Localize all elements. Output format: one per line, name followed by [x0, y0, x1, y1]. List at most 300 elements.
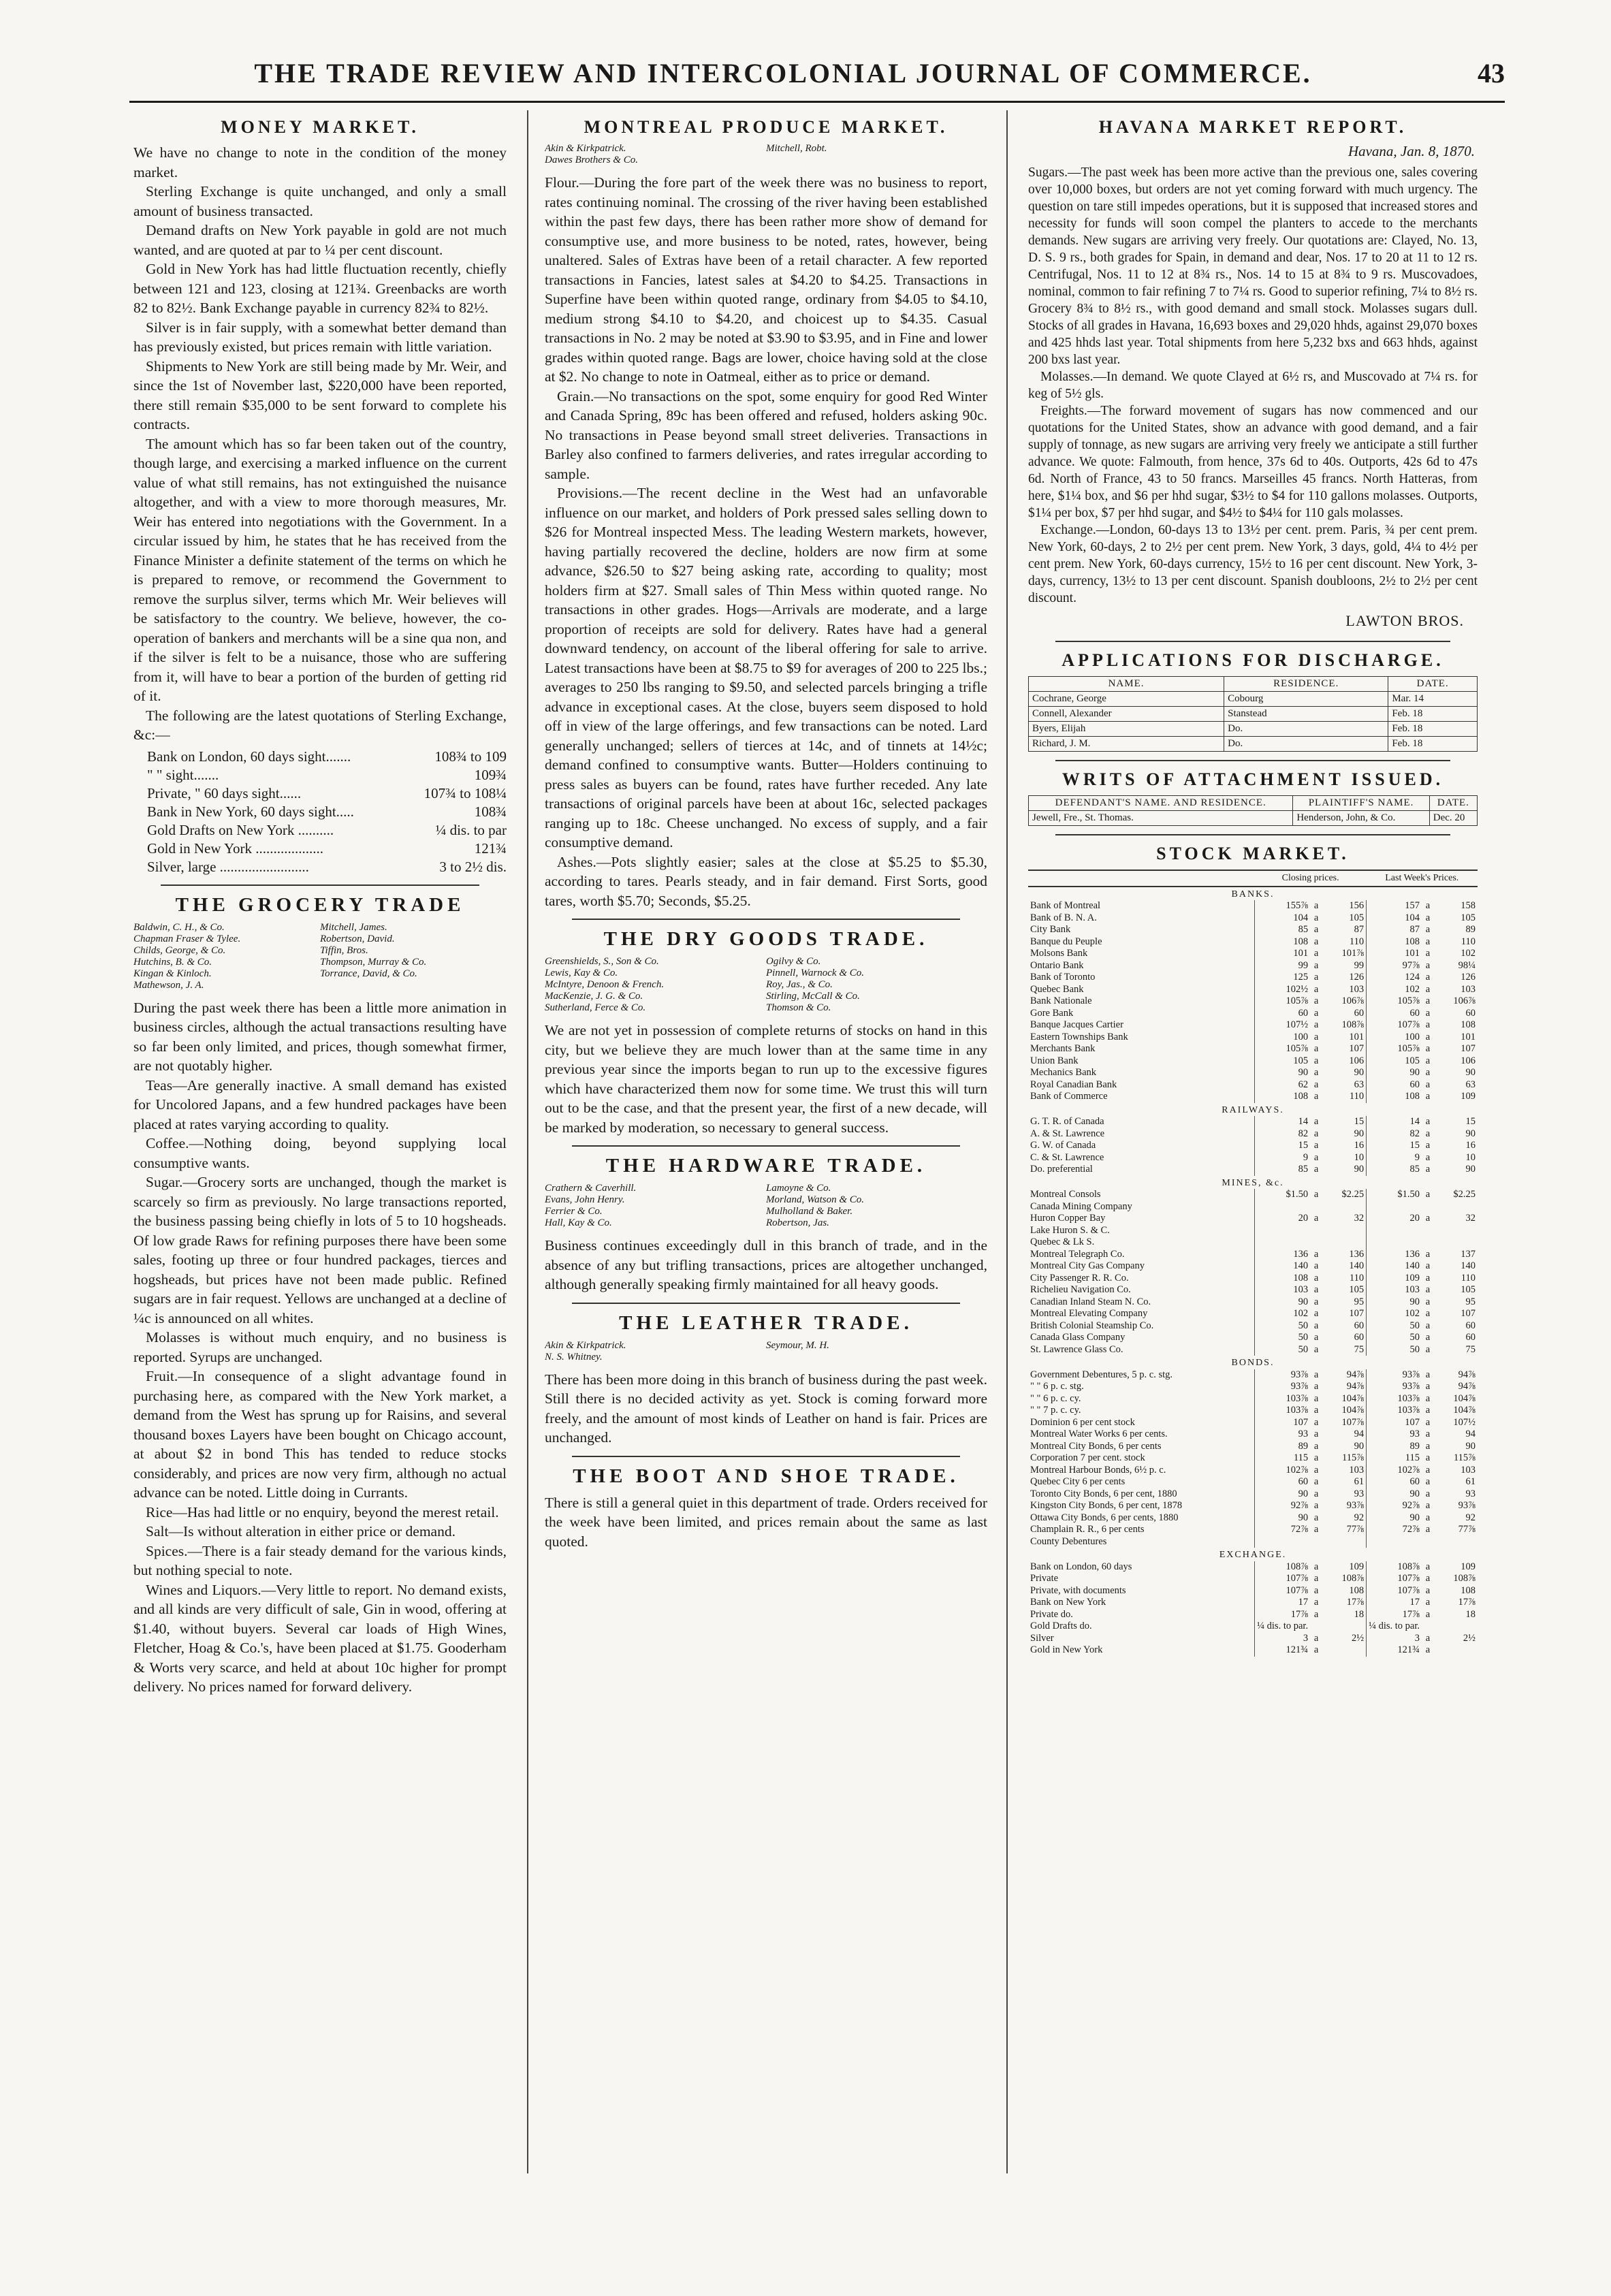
table-row [1028, 972, 1478, 984]
price-cell: 98¼ [1458, 959, 1476, 971]
table-row [1028, 1201, 1478, 1213]
table-row [1028, 1609, 1478, 1621]
price-cell: a [1313, 1091, 1319, 1102]
price-cell [1367, 1201, 1422, 1213]
stock-name: Mechanics Bank [1028, 1067, 1255, 1079]
paragraph: Ashes.—Pots slightly easier; sales at the close at $5.25 to $5.30, according to tares. Pearls steady, and in fair demand. First Sorts, good tares, worth $5.70; Seconds, $5.25. [545, 853, 987, 909]
price-cell: 107 [1461, 1308, 1476, 1319]
price-cell: 18 [1322, 1609, 1367, 1621]
member-name: Baldwin, C. H., & Co. [133, 921, 225, 933]
price-cell: 136 [1293, 1248, 1309, 1260]
price-cell: 102½ [1286, 983, 1309, 995]
table-row [1028, 1164, 1478, 1176]
member-name: Greenshields, S., Son & Co. [545, 956, 659, 967]
price-cell: 101 [1405, 948, 1420, 959]
paragraph: We are not yet in possession of complete returns of stocks on hand in this city, but we believe they are much lower than at the same time in any previous year since the imports began to run up to the excessive figures which have characterized them now for some time. We trust this will turn out to be the case, and that the present year, the first of a new decade, will be marked by moderation, so necessary to general success. [545, 1022, 987, 1136]
price-cell: 90 [1298, 1488, 1309, 1499]
table-row [1028, 1225, 1478, 1237]
price-cell [1322, 1201, 1367, 1213]
stock-name: Montreal Consols [1028, 1189, 1255, 1201]
price-cell: 107⅞ [1397, 1584, 1420, 1596]
table-row [1028, 1381, 1478, 1393]
table-row [1028, 1332, 1478, 1344]
stock-name: City Bank [1028, 924, 1255, 936]
price-cell: 94 [1322, 1429, 1367, 1441]
table-row [1028, 1308, 1478, 1320]
table-row [1028, 1476, 1478, 1488]
stock-name: Montreal Telegraph Co. [1028, 1249, 1255, 1261]
price-cell: a [1313, 1140, 1319, 1151]
stock-name: " " 7 p. c. cy. [1028, 1405, 1255, 1417]
price-cell: 90 [1409, 1296, 1420, 1307]
price-cell: 108 [1293, 936, 1309, 947]
price-cell: a [1425, 1116, 1431, 1127]
writs-table [1028, 795, 1478, 826]
price-cell: 103 [1405, 1284, 1420, 1295]
price-cell: 16 [1465, 1140, 1476, 1151]
table-row [1029, 811, 1478, 826]
price-cell [1255, 1201, 1310, 1213]
price-cell [1434, 1536, 1478, 1548]
price-cell: a [1313, 1608, 1319, 1620]
paragraph: Fruit.—In consequence of a slight advantage found in purchasing here, as compared with the New York market, a demand from the West has sprung up for Raisins, and several thousand boxes Layers have been bought on Chicago account, at about $2 in bond This has tended to reduce stocks considerably, and prices are now very firm, although no actual advance can be noted. Little doing in Currants. [133, 1368, 507, 1501]
price-cell: 110 [1322, 936, 1367, 948]
price-cell: 93 [1298, 1429, 1309, 1439]
price-cell: 90 [1409, 1512, 1420, 1523]
price-cell: 158 [1461, 900, 1476, 911]
quote-row: Private, " 60 days sight...... 107¾ to 108¼ [147, 784, 507, 801]
havana-title: HAVANA MARKET REPORT. [1098, 117, 1407, 137]
price-cell: 108 [1461, 1019, 1476, 1030]
price-cell: a [1425, 1392, 1431, 1404]
table-row [1028, 1296, 1478, 1309]
price-cell: 109 [1322, 1561, 1367, 1574]
price-cell: 124 [1405, 972, 1420, 983]
quote-row: Silver, large ......................... 3 to 2½ dis. [147, 858, 507, 875]
member-name: Torrance, David, & Co. [320, 968, 417, 979]
price-cell: 93 [1465, 1488, 1476, 1499]
stock-table [1028, 870, 1478, 1657]
paragraph: Flour.—During the fore part of the week there was no business to report, rates continuing nominal. The crossing of the river having been established within the past few days, there has been rather more show of demand for consumptive use, and more business to be noted, rates, however, being unaltered. Sales of Extras have been of a retail character. A few reported transactions in Fancies, latest sales at $4.20 to $4.25. Transactions in Superfine have been within quoted range, ordinary from $4.05 to $4.10, medium strong $4.10 to $4.20, and choicest up to $4.35. Casual transactions in No. 2 may be noted at $3.90 to $3.95, and in Fine and lower grades within quoted range. Bags are lower, choice having sold at the close at $2. No change to note in Oatmeal, either as to price or demand. [545, 174, 987, 385]
price-cell: 77⅞ [1458, 1524, 1476, 1535]
price-cell: 10 [1322, 1152, 1367, 1164]
price-cell [1310, 1237, 1322, 1249]
money-market-title: MONEY MARKET. [221, 117, 419, 137]
price-cell: 17⅞ [1290, 1608, 1309, 1620]
price-cell: 136 [1405, 1248, 1420, 1260]
price-cell: ¼ dis. to par. [1257, 1621, 1309, 1631]
stock-name: Gold Drafts do. [1028, 1621, 1255, 1633]
paragraph: The following are the latest quotations of Sterling Exchange, &c:— [133, 707, 507, 743]
price-cell: 50 [1409, 1332, 1420, 1343]
stock-market-title: STOCK MARKET. [1156, 844, 1350, 863]
table-row [1028, 1429, 1478, 1441]
price-cell: 50 [1298, 1320, 1309, 1331]
paragraph: Shipments to New York are still being made by Mr. Weir, and since the 1st of November last, $220,000 have been reported, there still remain $35,000 to be sent forward to complete his contracts. [133, 357, 507, 432]
price-cell: 17 [1298, 1597, 1309, 1608]
table-row [1028, 924, 1478, 936]
price-cell [1434, 1201, 1478, 1213]
price-cell: 104⅞ [1453, 1392, 1476, 1404]
price-cell: 90 [1298, 1296, 1309, 1307]
member-name: Evans, John Henry. [545, 1194, 625, 1205]
price-cell: 115 [1293, 1452, 1309, 1463]
column-header: Closing prices. [1255, 870, 1367, 887]
price-cell: 60 [1409, 1476, 1420, 1487]
column-header: DEFENDANT'S NAME. AND RESIDENCE. [1029, 796, 1293, 811]
price-cell: $1.50 [1397, 1189, 1420, 1200]
price-cell: 157 [1405, 900, 1420, 911]
table-row [1028, 1079, 1478, 1091]
price-cell: a [1313, 948, 1319, 959]
sterling-quotes [133, 748, 507, 876]
price-cell: 108 [1405, 936, 1420, 947]
price-cell: 115⅞ [1453, 1452, 1476, 1463]
member-name: Mulholland & Baker. [766, 1206, 853, 1217]
member-name: Kingan & Kinloch. [133, 968, 212, 979]
price-cell [1434, 1225, 1478, 1237]
price-cell: 60 [1298, 1007, 1309, 1019]
table-row [1028, 1091, 1478, 1103]
stock-name: " " 6 p. c. stg. [1028, 1381, 1255, 1393]
leather-members [545, 1340, 987, 1363]
price-cell: a [1313, 959, 1319, 971]
price-cell: a [1425, 900, 1431, 911]
table-row [1028, 1260, 1478, 1273]
hardware-members [545, 1183, 987, 1229]
price-cell [1422, 1225, 1434, 1237]
signature: LAWTON BROS. [1345, 612, 1464, 629]
quote-row: Bank in New York, 60 days sight..... 108¾ [147, 803, 507, 820]
column-divider [527, 110, 528, 2173]
price-cell: a [1425, 1343, 1431, 1355]
price-cell: 63 [1322, 1079, 1367, 1091]
price-cell: 94⅞ [1322, 1369, 1367, 1382]
price-cell: 105 [1322, 912, 1367, 925]
stock-name: Bank on New York [1028, 1597, 1255, 1609]
price-cell: 108⅞ [1322, 1019, 1367, 1032]
column-header: Last Week's Prices. [1367, 870, 1478, 887]
paragraph: Spices.—There is a fair steady demand for the various kinds, but nothing special to note. [133, 1542, 507, 1578]
stock-name: Bank of Commerce [1028, 1091, 1255, 1103]
price-cell: a [1313, 1584, 1319, 1596]
price-cell: 90 [1298, 1067, 1309, 1078]
paragraph: Molasses is without much enquiry, and no business is reported. Syrups are unchanged. [133, 1329, 507, 1365]
price-cell: 125 [1293, 972, 1309, 983]
price-cell: 107 [1461, 1043, 1476, 1054]
member-name: Crathern & Caverhill. [545, 1183, 637, 1194]
price-cell: a [1425, 995, 1431, 1006]
stock-name: Banque du Peuple [1028, 936, 1255, 948]
table-row [1028, 1488, 1478, 1501]
price-cell: a [1425, 1091, 1431, 1102]
stock-name: G. T. R. of Canada [1028, 1116, 1255, 1128]
stock-name: Quebec City 6 per cents [1028, 1476, 1255, 1488]
discharge-title: APPLICATIONS FOR DISCHARGE. [1062, 650, 1444, 670]
stock-group-heading [1028, 1356, 1478, 1369]
price-cell: 136 [1322, 1249, 1367, 1261]
price-cell [1310, 1225, 1322, 1237]
stock-name: Kingston City Bonds, 6 per cent, 1878 [1028, 1500, 1255, 1512]
stock-name: " " 6 p. c. cy. [1028, 1393, 1255, 1405]
member-name: Mitchell, James. [320, 921, 387, 933]
price-cell: a [1425, 1320, 1431, 1331]
price-cell: 16 [1322, 1140, 1367, 1152]
member-name: Lewis, Kay & Co. [545, 968, 618, 978]
price-cell: 90 [1409, 1488, 1420, 1499]
price-cell [1367, 1225, 1422, 1237]
price-cell: 97⅞ [1402, 959, 1420, 971]
price-cell: a [1313, 1488, 1319, 1499]
price-cell: 140 [1322, 1260, 1367, 1273]
price-cell: 94⅞ [1458, 1369, 1476, 1380]
price-cell: a [1313, 1392, 1319, 1404]
price-cell [1255, 1536, 1310, 1548]
table-row [1028, 960, 1478, 972]
price-cell: a [1313, 983, 1319, 995]
price-cell: 75 [1322, 1344, 1367, 1356]
stock-name: Champlain R. R., 6 per cents [1028, 1524, 1255, 1536]
table-row [1029, 722, 1478, 737]
paragraph: Business continues exceedingly dull in this branch of trade, and in the absence of any but trifling transactions, prices are altogether unchanged, although generally speaking firmly maintained for all heavy goods. [545, 1237, 987, 1292]
paragraph: Coffee.—Nothing doing, beyond supplying local consumptive wants. [133, 1135, 507, 1171]
member-name: Mitchell, Robt. [766, 143, 827, 154]
price-cell: 107⅞ [1286, 1573, 1309, 1584]
price-cell: a [1425, 948, 1431, 959]
stock-name: Union Bank [1028, 1055, 1255, 1068]
table-row [1028, 1055, 1478, 1068]
price-cell: 90 [1465, 1164, 1476, 1175]
price-cell: a [1425, 1248, 1431, 1260]
price-cell: 106 [1322, 1055, 1367, 1068]
header-rule [129, 101, 1505, 103]
table-row [1028, 1032, 1478, 1044]
price-cell: a [1313, 1260, 1319, 1271]
hardware-title: THE HARDWARE TRADE. [605, 1155, 927, 1177]
price-cell: a [1313, 1464, 1319, 1476]
table-row [1028, 1043, 1478, 1055]
price-cell: 90 [1409, 1067, 1420, 1078]
table-row [1028, 1644, 1478, 1657]
quote-row: Gold in New York ................... 121¾ [147, 840, 507, 857]
member-name: MacKenzie, J. G. & Co. [545, 991, 643, 1002]
paragraph: We have no change to note in the condition of the money market. [133, 144, 507, 180]
price-cell: 110 [1461, 1272, 1476, 1283]
stock-name: Silver [1028, 1633, 1255, 1645]
price-cell: 93⅞ [1322, 1500, 1367, 1512]
price-cell: 10 [1465, 1151, 1476, 1163]
column-header: NAME. [1029, 677, 1224, 692]
stock-group-heading [1028, 1176, 1478, 1190]
table-row [1028, 1573, 1478, 1585]
price-cell: 87 [1409, 924, 1420, 935]
paragraph: Sugars.—The past week has been more active than the previous one, sales covering over 10,000 boxes, but orders are not yet coming forward with much urgency. The question on tare still impedes operations, but it is supposed that increased stores and necessity for funds will soon compel the planters to accede to the merchants demands. New sugars are arriving very freely. Our quotations are: Clayed, No. 13, D. S. 9 rs., both grades for Spain, in demand and dear, Nos. 17 to 20 at 11 to 12 rs. Centrifugal, Nos. 11 to 12 at 8¾ rs., Nos. 14 to 15 at 8¾ to 9 rs. Muscovadoes, nominal, common to fair refining 7 to 7¼ rs. Good to superior refining, 7¼ to 8½ rs. Grocery 8¾ to 8½ rs., with good demand and small stock. Molasses sugars dull. Stocks of all grades in Havana, 16,693 boxes and 29,020 hhds, against 29,070 boxes and 425 hhds last year. Total shipments from here 5,232 bxs and 663 hhds, against 200 bxs last year. [1028, 165, 1478, 367]
price-cell: a [1313, 1128, 1319, 1139]
table-row [1028, 1452, 1478, 1465]
price-cell [1422, 1621, 1434, 1633]
price-cell: a [1425, 1043, 1431, 1054]
price-cell: 103⅞ [1286, 1405, 1309, 1416]
cell: Stanstead [1224, 707, 1388, 722]
price-cell: 90 [1322, 1067, 1367, 1079]
boot-shoe-title: THE BOOT AND SHOE TRADE. [573, 1465, 959, 1487]
price-cell: a [1313, 1284, 1319, 1295]
price-cell [1422, 1201, 1434, 1213]
price-cell: a [1313, 1343, 1319, 1355]
member-name: Akin & Kirkpatrick. [545, 143, 626, 154]
price-cell [1422, 1536, 1434, 1548]
price-cell: 90 [1465, 1440, 1476, 1452]
price-cell: 100 [1405, 1031, 1420, 1042]
table-row [1028, 1320, 1478, 1333]
price-cell: a [1313, 1561, 1319, 1572]
grocery-members [133, 922, 507, 991]
table-row [1028, 1405, 1478, 1417]
section-rule [1055, 760, 1450, 761]
cell: Cochrane, George [1029, 692, 1224, 707]
stock-name: Private, with documents [1028, 1585, 1255, 1597]
stock-name: Royal Canadian Bank [1028, 1079, 1255, 1091]
price-cell: 85 [1409, 1164, 1420, 1175]
price-cell: 126 [1322, 972, 1367, 984]
section-rule [1055, 834, 1450, 835]
price-cell: 104 [1293, 912, 1309, 923]
table-row [1028, 1441, 1478, 1453]
price-cell: a [1313, 1369, 1319, 1380]
price-cell: 92 [1322, 1512, 1367, 1525]
price-cell: 15 [1322, 1116, 1367, 1128]
price-cell: a [1425, 1381, 1431, 1392]
price-cell: 60 [1322, 1332, 1367, 1344]
table-row [1029, 737, 1478, 752]
writs-title: WRITS OF ATTACHMENT ISSUED. [1062, 769, 1444, 789]
price-cell: 60 [1465, 1332, 1476, 1343]
price-cell: a [1313, 1116, 1319, 1127]
price-cell: 63 [1465, 1079, 1476, 1090]
price-cell: a [1425, 1272, 1431, 1283]
price-cell: a [1425, 1067, 1431, 1078]
price-cell: 121¾ [1286, 1644, 1309, 1655]
member-name: Morland, Watson & Co. [766, 1194, 865, 1205]
price-cell: a [1425, 972, 1431, 983]
price-cell: a [1313, 1597, 1319, 1608]
table-row [1028, 1597, 1478, 1609]
price-cell: 18 [1465, 1608, 1476, 1620]
price-cell: 106⅞ [1322, 995, 1367, 1008]
group-label: EXCHANGE. [1219, 1550, 1287, 1560]
price-cell: a [1425, 983, 1431, 995]
stock-name: Eastern Townships Bank [1028, 1032, 1255, 1044]
column-header: RESIDENCE. [1224, 677, 1388, 692]
stock-name: Ontario Bank [1028, 960, 1255, 972]
paragraph: Teas—Are generally inactive. A small demand has existed for Uncolored Japans, and a few hundred packages have been placed at rates varying according to quality. [133, 1077, 507, 1132]
price-cell [1255, 1237, 1310, 1249]
price-cell: a [1425, 1260, 1431, 1271]
member-name: Thomson & Co. [766, 1002, 831, 1013]
price-cell: 126 [1461, 972, 1476, 983]
price-cell: 105 [1405, 1055, 1420, 1066]
price-cell: a [1313, 1416, 1319, 1428]
table-row [1028, 1128, 1478, 1141]
table-header-row [1029, 796, 1478, 811]
discharge-table [1028, 676, 1478, 752]
price-cell: 103 [1293, 1284, 1309, 1295]
price-cell: 90 [1322, 1128, 1367, 1141]
price-cell: 107 [1293, 1416, 1309, 1428]
member-name: Ogilvy & Co. [766, 956, 821, 967]
table-row [1028, 1621, 1478, 1633]
price-cell: a [1313, 1320, 1319, 1331]
section-rule [572, 1145, 960, 1147]
stock-name: Bank of Montreal [1028, 900, 1255, 912]
price-cell: a [1313, 1332, 1319, 1343]
price-cell: 50 [1298, 1343, 1309, 1355]
price-cell: 93⅞ [1458, 1500, 1476, 1511]
price-cell: 93⅞ [1402, 1381, 1420, 1392]
price-cell: 77⅞ [1322, 1524, 1367, 1536]
price-cell: 60 [1298, 1476, 1309, 1487]
cell: Richard, J. M. [1029, 737, 1224, 752]
price-cell: 89 [1409, 1440, 1420, 1452]
table-row [1028, 1189, 1478, 1201]
member-name [766, 1352, 987, 1363]
column-divider [1006, 110, 1008, 2173]
price-cell: 121¾ [1397, 1644, 1420, 1655]
price-cell: a [1425, 1632, 1431, 1644]
price-cell: a [1425, 1512, 1431, 1523]
price-cell: a [1313, 1644, 1319, 1655]
member-name: Dawes Brothers & Co. [545, 155, 638, 165]
group-label: RAILWAYS. [1222, 1104, 1284, 1115]
paragraph: Exchange.—London, 60-days 13 to 13½ per cent. prem. Paris, ¾ per cent prem. New York, 60-days, 2 to 2½ per cent prem. New York, 3 days, gold, 4¼ to 4½ per cent prem. New York, 60-days currency, 15½ to 16 per cent discount. New York, 3-days, currency, 13½ to 13 per cent discount. Spanish doubloons, 2½ to 2½ per cent discount. [1028, 523, 1478, 605]
price-cell: a [1425, 924, 1431, 935]
table-row [1028, 995, 1478, 1008]
stock-name: Canada Mining Company [1028, 1201, 1255, 1213]
price-cell: a [1313, 912, 1319, 923]
section-rule [572, 1456, 960, 1457]
price-cell [1322, 1225, 1367, 1237]
price-cell: a [1313, 1248, 1319, 1260]
stock-name: Quebec Bank [1028, 984, 1255, 996]
price-cell: a [1425, 1440, 1431, 1452]
stock-group-heading [1028, 1548, 1478, 1561]
price-cell: a [1425, 1031, 1431, 1042]
price-cell: 14 [1298, 1116, 1309, 1127]
stock-name: Montreal City Gas Company [1028, 1260, 1255, 1273]
price-cell: 102 [1461, 948, 1476, 959]
price-cell: 107 [1322, 1308, 1367, 1320]
price-cell: 50 [1409, 1343, 1420, 1355]
table-row [1028, 1237, 1478, 1249]
cell: Byers, Elijah [1029, 722, 1224, 737]
member-name: McIntyre, Denoon & French. [545, 979, 665, 990]
table-row [1028, 1344, 1478, 1356]
price-cell [1422, 1237, 1434, 1249]
leather-title: THE LEATHER TRADE. [619, 1311, 913, 1334]
stock-name: Dominion 6 per cent stock [1028, 1417, 1255, 1429]
price-cell: 105⅞ [1397, 995, 1420, 1006]
stock-name: Gore Bank [1028, 1008, 1255, 1020]
price-cell: a [1425, 1405, 1431, 1416]
price-cell: 102 [1405, 1308, 1420, 1319]
stock-name: Huron Copper Bay [1028, 1213, 1255, 1225]
price-cell: 14 [1409, 1116, 1420, 1127]
section-rule [1055, 641, 1450, 642]
price-cell: 101⅞ [1322, 948, 1367, 960]
price-cell: 102 [1293, 1308, 1309, 1319]
stock-name: Canadian Inland Steam N. Co. [1028, 1296, 1255, 1309]
stock-name: Merchants Bank [1028, 1043, 1255, 1055]
